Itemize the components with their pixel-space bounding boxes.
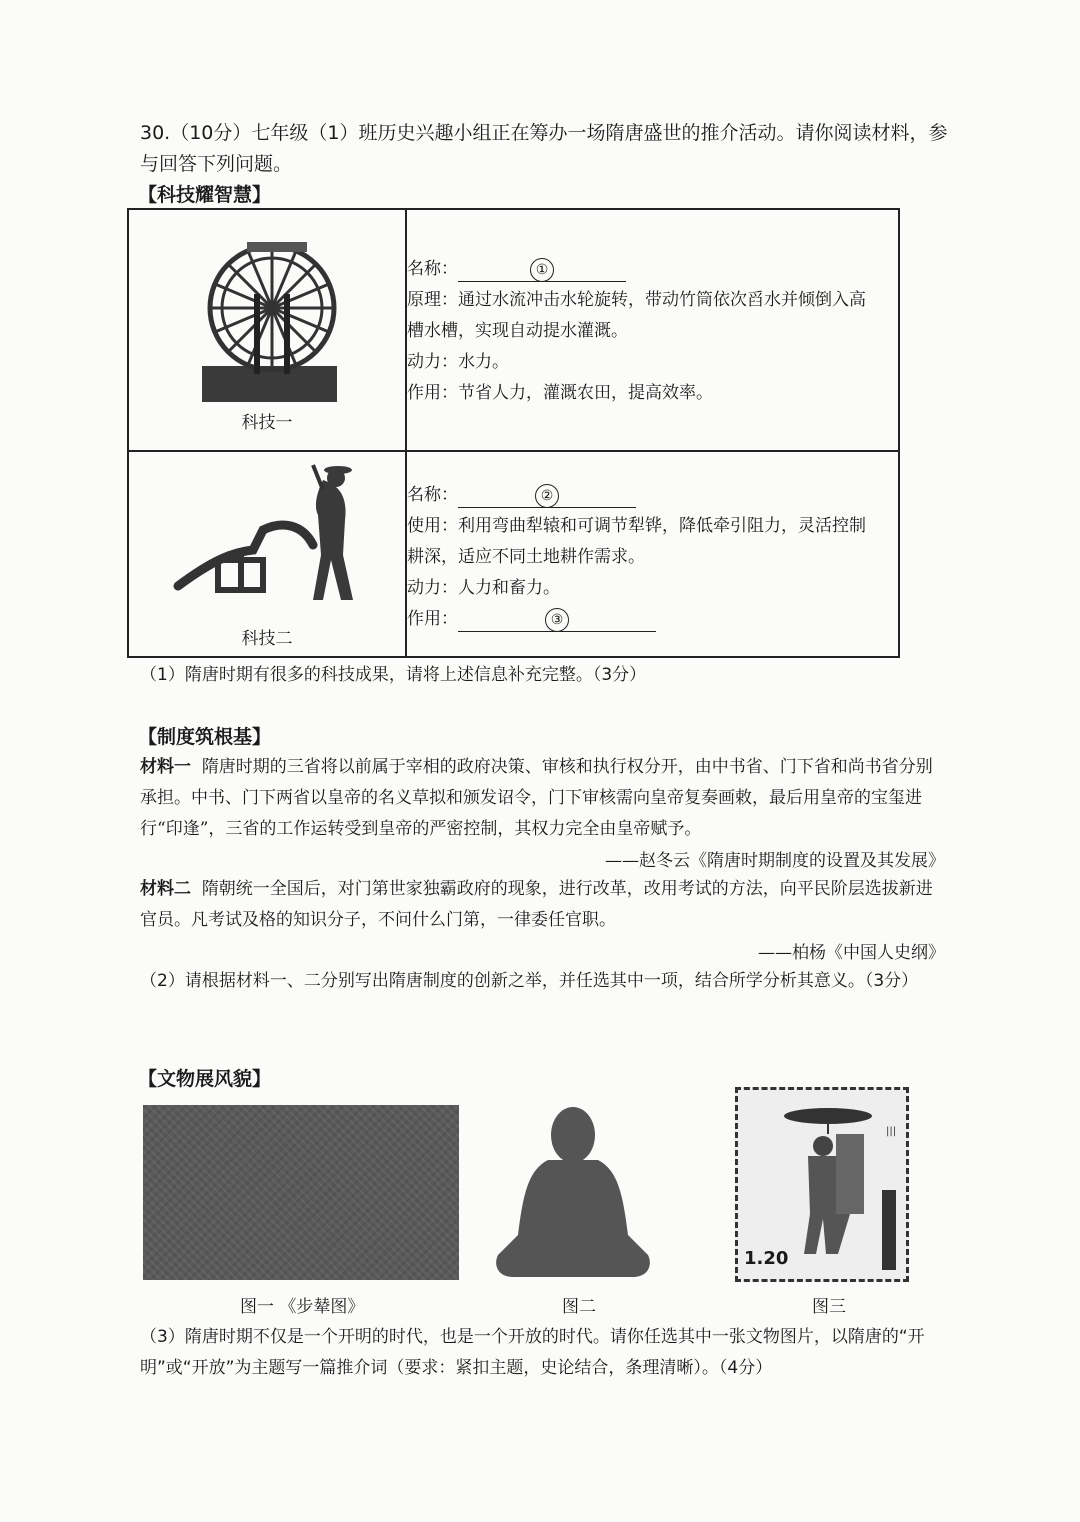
fig1-image — [143, 1105, 459, 1280]
material-1-label: 材料一 — [140, 757, 191, 777]
question-intro: 30.（10分）七年级（1）班历史兴趣小组正在筹办一场隋唐盛世的推介活动。请你阅读材料，参与回答下列问题。 — [140, 122, 948, 175]
material-2-label: 材料二 — [140, 879, 191, 899]
material-1-source: ——赵冬云《隋唐时期制度的设置及其发展》 — [605, 851, 945, 871]
material-2 — [140, 874, 945, 936]
tech2-effect-blank[interactable] — [458, 607, 656, 632]
section-heading-system: 【制度筑根基】 — [138, 726, 272, 748]
fig2-buddha-image — [488, 1105, 658, 1280]
material-1 — [140, 752, 945, 845]
tech1-name-label: 名称： — [407, 259, 458, 279]
svg-text:|||: ||| — [886, 1126, 897, 1137]
fig2-caption: 图二 — [562, 1297, 596, 1317]
question-1: （1）隋唐时期有很多的科技成果，请将上述信息补充完整。（3分） — [140, 665, 647, 685]
blank-number-1: ① — [530, 258, 554, 282]
fig1-caption: 图一 《步辇图》 — [240, 1297, 365, 1317]
stamp-value: 1.20 — [744, 1248, 789, 1269]
tech1-info-cell — [406, 209, 899, 451]
tech2-image-cell — [128, 451, 406, 657]
tech-table — [127, 208, 900, 658]
tech2-name-label: 名称： — [407, 485, 458, 505]
tech1-name-blank[interactable] — [458, 257, 626, 282]
stamp-country-strip — [882, 1190, 896, 1270]
material-2-text: 隋朝统一全国后，对门第世家独霸政府的现象，进行改革，改用考试的方法，向平民阶层选拔新进官员。凡考试及格的知识分子，不问什么门第，一律委任官职。 — [140, 879, 933, 930]
tech1-caption: 科技一 — [241, 413, 293, 433]
tech2-usage: 使用：利用弯曲犁辕和可调节犁铧，降低牵引阻力，灵活控制耕深，适应不同土地耕作需求。 — [407, 516, 866, 567]
tech1-power: 动力：水力。 — [407, 352, 509, 372]
question-3: （3）隋唐时期不仅是一个开明的时代，也是一个开放的时代。请你任选其中一张文物图片，以隋唐的“开明”或“开放”为主题写一篇推介词（要求：紧扣主题，史论结合，条理清晰）。（4分） — [140, 1327, 925, 1378]
waterwheel-image — [197, 234, 347, 404]
fig3-caption: 图三 — [812, 1297, 846, 1317]
tech1-effect: 作用：节省人力，灌溉农田，提高效率。 — [407, 383, 713, 403]
monk-figure-icon — [738, 1094, 906, 1254]
section-heading-relics: 【文物展风貌】 — [138, 1068, 272, 1090]
tech2-caption: 科技二 — [241, 629, 293, 649]
tech2-name-blank[interactable] — [458, 483, 636, 508]
tech2-power: 动力：人力和畜力。 — [407, 578, 560, 598]
material-1-text: 隋唐时期的三省将以前属于宰相的政府决策、审核和执行权分开，由中书省、门下省和尚书省分别承担。中书、门下两省以皇帝的名义草拟和颁发诏令，门下审核需向皇帝复奏画敕，最后用皇帝的宝玺进行“印逢”，三省的工作运转受到皇帝的严密控制，其权力完全由皇帝赋予。 — [140, 757, 933, 839]
tech2-effect-label: 作用： — [407, 609, 458, 629]
curved-plow-image — [173, 460, 373, 610]
section-heading-tech: 【科技耀智慧】 — [138, 184, 272, 206]
tech1-image-cell — [128, 209, 406, 451]
blank-number-2: ② — [535, 484, 559, 508]
fig3-stamp-image — [735, 1087, 909, 1282]
blank-number-3: ③ — [545, 608, 569, 632]
tech1-principle: 原理：通过水流冲击水轮旋转，带动竹筒依次舀水并倾倒入高槽水槽，实现自动提水灌溉。 — [407, 290, 866, 341]
material-2-source: ——柏杨《中国人史纲》 — [758, 943, 945, 963]
question-2: （2）请根据材料一、二分别写出隋唐制度的创新之举，并任选其中一项，结合所学分析其意义。（3分） — [140, 971, 919, 991]
tech2-info-cell — [406, 451, 899, 657]
